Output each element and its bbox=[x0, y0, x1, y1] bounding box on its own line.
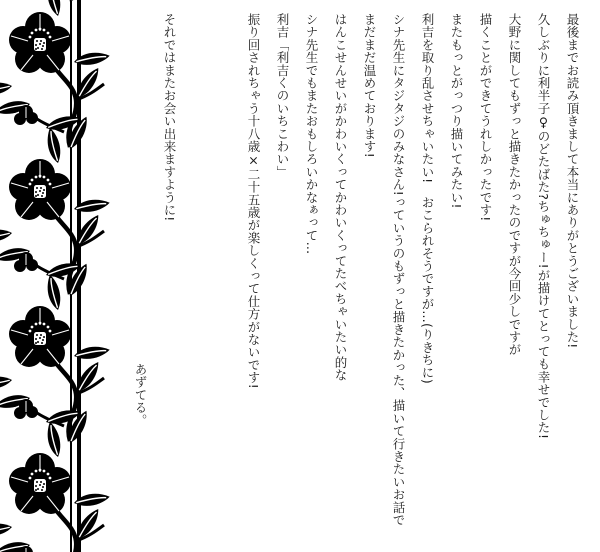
text-line: 最後までお読み頂きまして本当にありがとうございました! bbox=[565, 13, 580, 349]
text-line: 振り回されちゃう十八歳×二十五歳が楽しくって仕方がないです! bbox=[246, 13, 261, 390]
text-line: シナ先生にタジタジのみなさん!っていうのもずっと描きたかった、描いて行きたいお話で bbox=[391, 13, 406, 527]
text-line: 久しぶりに利半子♀のどたばた?ちゅちゅー!が描けてとっても幸せでした! bbox=[536, 13, 551, 440]
text-line: はんこせんせいがかわいくってかわいくってたべちゃいたい的な bbox=[333, 13, 348, 382]
author-signature: あずてる。 bbox=[133, 363, 148, 427]
text-line: まだまだ温めております! bbox=[362, 13, 377, 158]
camellia-vine-border-art bbox=[0, 0, 115, 552]
closing-line: それではまたお会い出来ますように! bbox=[162, 13, 177, 222]
text-line: 描くことができてうれしかったです! bbox=[478, 13, 493, 222]
text-line: またもっとがっつり描いてみたい! bbox=[449, 13, 464, 209]
text-line: 大野に関してもずっと描きたかったのですが今回少しですが bbox=[507, 13, 522, 356]
text-line: 利吉「利吉くのいちこわい」 bbox=[275, 13, 290, 179]
text-line: シナ先生でもまたおもしろいかなぁって… bbox=[304, 13, 319, 255]
text-line: 利吉を取り乱させちゃいたい! おこられそうですが…(りきちに) bbox=[420, 13, 435, 384]
afterword-text-block bbox=[118, 13, 587, 551]
